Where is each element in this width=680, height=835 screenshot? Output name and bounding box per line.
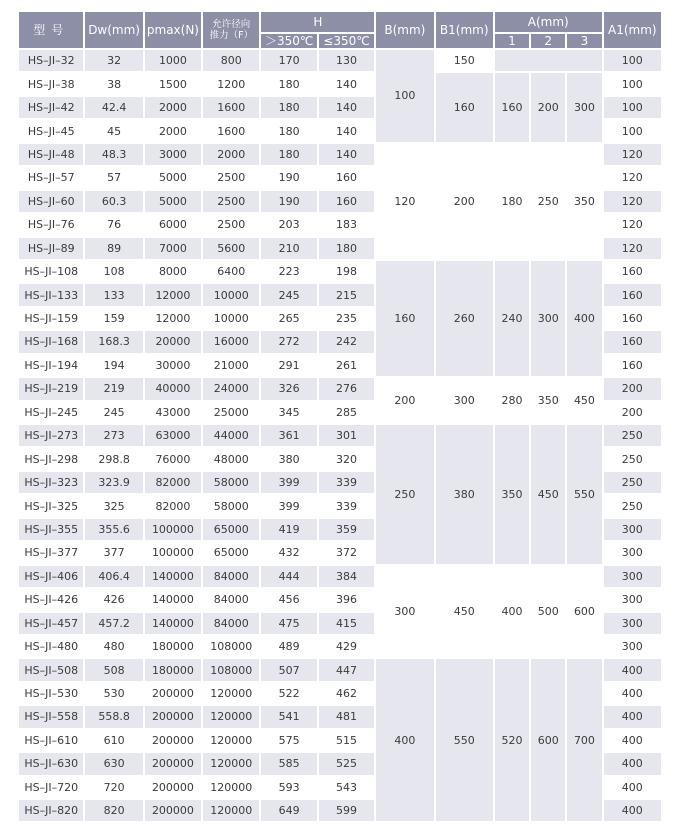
cell-radial: 120000 [203,706,259,727]
table-row [19,261,661,282]
cell-dw: 323.9 [85,472,142,493]
cell-radial: 1600 [203,97,259,118]
cell-radial: 120000 [203,730,259,751]
cell-b1: 550 [436,659,493,821]
cell-b1-first: 150 [436,50,493,71]
cell-a-2: 350 [531,378,565,423]
cell-h-gt: 475 [261,613,316,634]
cell-pmax: 82000 [145,472,201,493]
cell-h-le: 339 [319,472,374,493]
cell-h-le: 320 [319,448,374,469]
table-row [19,659,661,680]
cell-a-3: 400 [567,261,601,376]
cell-model: HS–JI–457 [19,613,83,634]
cell-radial: 65000 [203,519,259,540]
cell-radial: 84000 [203,613,259,634]
cell-radial: 108000 [203,636,259,657]
cell-pmax: 140000 [145,566,201,587]
cell-pmax: 40000 [145,378,201,399]
cell-pmax: 12000 [145,284,201,305]
cell-h-le: 543 [319,777,374,798]
cell-a1: 250 [604,425,661,446]
cell-radial: 5600 [203,238,259,259]
cell-radial: 1600 [203,120,259,141]
cell-h-gt: 223 [261,261,316,282]
cell-pmax: 63000 [145,425,201,446]
cell-pmax: 1500 [145,73,201,94]
cell-a1: 400 [604,777,661,798]
cell-dw: 48.3 [85,144,142,165]
cell-dw: 133 [85,284,142,305]
cell-dw: 57 [85,167,142,188]
cell-h-gt: 432 [261,542,316,563]
cell-radial: 2500 [203,214,259,235]
cell-a1: 100 [604,120,661,141]
cell-model: HS–JI–508 [19,659,83,680]
cell-model: HS–JI–406 [19,566,83,587]
cell-b: 300 [376,566,433,658]
cell-model: HS–JI–194 [19,355,83,376]
cell-pmax: 76000 [145,448,201,469]
cell-h-le: 140 [319,120,374,141]
cell-radial: 84000 [203,566,259,587]
cell-model: HS–JI–377 [19,542,83,563]
cell-b1: 450 [436,566,493,658]
cell-model: HS–JI–820 [19,800,83,821]
cell-a-3: 700 [567,659,601,821]
cell-a1: 300 [604,542,661,563]
cell-dw: 273 [85,425,142,446]
cell-dw: 168.3 [85,331,142,352]
cell-a-1: 280 [495,378,529,423]
cell-radial: 58000 [203,472,259,493]
cell-h-le: 339 [319,495,374,516]
cell-h-gt: 419 [261,519,316,540]
cell-a1: 400 [604,800,661,821]
cell-model: HS–JI–273 [19,425,83,446]
table-body [19,50,661,821]
cell-a1: 200 [604,378,661,399]
cell-model: HS–JI–325 [19,495,83,516]
cell-radial: 16000 [203,331,259,352]
cell-a1: 120 [604,214,661,235]
cell-h-gt: 522 [261,683,316,704]
cell-model: HS–JI–219 [19,378,83,399]
cell-model: HS–JI–245 [19,402,83,423]
cell-radial: 44000 [203,425,259,446]
cell-h-le: 140 [319,144,374,165]
cell-pmax: 1000 [145,50,201,71]
cell-radial: 48000 [203,448,259,469]
cell-a-1: 240 [495,261,529,376]
cell-h-gt: 190 [261,167,316,188]
cell-a1: 400 [604,730,661,751]
cell-pmax: 200000 [145,753,201,774]
cell-h-gt: 593 [261,777,316,798]
cell-radial: 800 [203,50,259,71]
cell-radial: 10000 [203,308,259,329]
cell-a1: 100 [604,50,661,71]
table-row [19,566,661,587]
cell-model: HS–JI–323 [19,472,83,493]
cell-h-gt: 180 [261,120,316,141]
cell-dw: 508 [85,659,142,680]
cell-dw: 194 [85,355,142,376]
cell-dw: 245 [85,402,142,423]
cell-model: HS–JI–298 [19,448,83,469]
cell-a-3: 300 [567,73,601,141]
cell-model: HS–JI–426 [19,589,83,610]
cell-dw: 42.4 [85,97,142,118]
cell-pmax: 8000 [145,261,201,282]
cell-model: HS–JI–610 [19,730,83,751]
cell-dw: 480 [85,636,142,657]
cell-h-le: 261 [319,355,374,376]
cell-b: 100 [376,50,433,142]
cell-pmax: 7000 [145,238,201,259]
cell-a-2: 500 [531,566,565,658]
cell-h-le: 415 [319,613,374,634]
header-pmax: pmax(N) [145,12,201,48]
cell-pmax: 140000 [145,613,201,634]
cell-a1: 120 [604,238,661,259]
cell-a1: 160 [604,284,661,305]
cell-dw: 820 [85,800,142,821]
cell-a-1: 520 [495,659,529,821]
cell-radial: 120000 [203,683,259,704]
cell-dw: 530 [85,683,142,704]
cell-model: HS–JI–45 [19,120,83,141]
cell-h-gt: 507 [261,659,316,680]
cell-a-2: 250 [531,144,565,259]
cell-dw: 377 [85,542,142,563]
cell-pmax: 12000 [145,308,201,329]
cell-a1: 200 [604,402,661,423]
cell-dw: 76 [85,214,142,235]
cell-radial: 84000 [203,589,259,610]
cell-h-le: 160 [319,191,374,212]
header-h-gt-350: ＞350℃ [261,34,316,48]
cell-pmax: 3000 [145,144,201,165]
header-a: A(mm) [495,12,602,32]
cell-radial: 10000 [203,284,259,305]
cell-pmax: 82000 [145,495,201,516]
cell-dw: 32 [85,50,142,71]
cell-h-gt: 203 [261,214,316,235]
cell-a-2: 200 [531,73,565,141]
cell-h-gt: 265 [261,308,316,329]
cell-model: HS–JI–159 [19,308,83,329]
header-a-2: 2 [531,34,565,48]
cell-dw: 159 [85,308,142,329]
cell-a1: 400 [604,659,661,680]
cell-h-gt: 170 [261,50,316,71]
cell-h-le: 242 [319,331,374,352]
cell-h-le: 160 [319,167,374,188]
cell-a1: 300 [604,636,661,657]
header-model: 型号 [19,12,83,48]
cell-h-le: 359 [319,519,374,540]
cell-a-2: 300 [531,261,565,376]
cell-a1: 100 [604,97,661,118]
cell-dw: 720 [85,777,142,798]
cell-dw: 355.6 [85,519,142,540]
table-row [19,73,661,94]
cell-h-le: 215 [319,284,374,305]
cell-model: HS–JI–480 [19,636,83,657]
cell-dw: 219 [85,378,142,399]
cell-b1: 200 [436,144,493,259]
cell-b: 160 [376,261,433,376]
cell-pmax: 2000 [145,97,201,118]
table-row [19,378,661,399]
cell-h-gt: 291 [261,355,316,376]
cell-h-gt: 210 [261,238,316,259]
cell-model: HS–JI–89 [19,238,83,259]
cell-radial: 2000 [203,144,259,165]
cell-radial: 58000 [203,495,259,516]
cell-h-le: 447 [319,659,374,680]
cell-model: HS–JI–168 [19,331,83,352]
cell-model: HS–JI–57 [19,167,83,188]
cell-a1: 400 [604,706,661,727]
header-radial-line2: 推力（F） [209,30,254,41]
cell-dw: 558.8 [85,706,142,727]
cell-pmax: 5000 [145,191,201,212]
cell-pmax: 100000 [145,542,201,563]
cell-radial: 65000 [203,542,259,563]
cell-model: HS–JI–76 [19,214,83,235]
cell-b1: 160 [436,73,493,141]
table-row [19,50,661,71]
cell-model: HS–JI–720 [19,777,83,798]
cell-model: HS–JI–48 [19,144,83,165]
cell-pmax: 100000 [145,519,201,540]
cell-dw: 298.8 [85,448,142,469]
cell-dw: 610 [85,730,142,751]
cell-h-gt: 190 [261,191,316,212]
cell-h-le: 183 [319,214,374,235]
cell-h-le: 481 [319,706,374,727]
cell-pmax: 43000 [145,402,201,423]
cell-model: HS–JI–60 [19,191,83,212]
cell-model: HS–JI–108 [19,261,83,282]
cell-a-3: 450 [567,378,601,423]
cell-h-le: 180 [319,238,374,259]
cell-h-le: 140 [319,97,374,118]
cell-h-gt: 345 [261,402,316,423]
cell-a1: 100 [604,73,661,94]
cell-a1: 160 [604,308,661,329]
cell-h-le: 429 [319,636,374,657]
cell-b: 250 [376,425,433,564]
cell-radial: 2500 [203,167,259,188]
cell-a1: 160 [604,261,661,282]
cell-h-gt: 575 [261,730,316,751]
cell-h-le: 198 [319,261,374,282]
cell-h-gt: 245 [261,284,316,305]
header-a1: A1(mm) [604,12,661,48]
cell-pmax: 180000 [145,659,201,680]
table-header [19,12,661,48]
cell-h-gt: 585 [261,753,316,774]
header-h: H [261,12,374,32]
cell-h-gt: 456 [261,589,316,610]
cell-h-gt: 326 [261,378,316,399]
cell-b: 200 [376,378,433,423]
header-b1: B1(mm) [436,12,493,48]
header-dw: Dw(mm) [85,12,142,48]
cell-a-2: 450 [531,425,565,564]
header-radial-line1: 允许径向 [212,19,251,30]
cell-dw: 325 [85,495,142,516]
cell-a1: 160 [604,331,661,352]
header-b: B(mm) [376,12,433,48]
cell-h-gt: 361 [261,425,316,446]
cell-a1: 400 [604,683,661,704]
cell-model: HS–JI–133 [19,284,83,305]
cell-pmax: 5000 [145,167,201,188]
cell-h-le: 285 [319,402,374,423]
cell-dw: 38 [85,73,142,94]
cell-model: HS–JI–355 [19,519,83,540]
cell-h-gt: 444 [261,566,316,587]
header-a-3: 3 [567,34,601,48]
cell-h-le: 235 [319,308,374,329]
cell-h-gt: 180 [261,97,316,118]
cell-pmax: 180000 [145,636,201,657]
cell-radial: 25000 [203,402,259,423]
cell-model: HS–JI–558 [19,706,83,727]
cell-radial: 120000 [203,753,259,774]
cell-h-gt: 541 [261,706,316,727]
cell-h-gt: 489 [261,636,316,657]
cell-a-1: 350 [495,425,529,564]
cell-b1: 260 [436,261,493,376]
header-h-le-350: ≤350℃ [319,34,374,48]
cell-radial: 120000 [203,800,259,821]
cell-a-1: 160 [495,73,529,141]
cell-h-gt: 272 [261,331,316,352]
cell-dw: 457.2 [85,613,142,634]
cell-b: 400 [376,659,433,821]
cell-h-gt: 399 [261,495,316,516]
cell-model: HS–JI–32 [19,50,83,71]
cell-a1: 400 [604,753,661,774]
cell-pmax: 20000 [145,331,201,352]
cell-h-le: 515 [319,730,374,751]
cell-h-le: 599 [319,800,374,821]
cell-pmax: 200000 [145,777,201,798]
cell-h-gt: 180 [261,144,316,165]
cell-h-le: 525 [319,753,374,774]
cell-radial: 2500 [203,191,259,212]
cell-h-gt: 380 [261,448,316,469]
spec-table [17,10,663,823]
cell-dw: 89 [85,238,142,259]
cell-pmax: 2000 [145,120,201,141]
cell-a1: 300 [604,589,661,610]
cell-a-2: 600 [531,659,565,821]
cell-a1: 160 [604,355,661,376]
cell-a1: 250 [604,495,661,516]
cell-a-3: 600 [567,566,601,658]
cell-model: HS–JI–530 [19,683,83,704]
cell-a-spacer [495,50,602,71]
cell-model: HS–JI–42 [19,97,83,118]
cell-a1: 300 [604,519,661,540]
table-row [19,425,661,446]
cell-h-le: 276 [319,378,374,399]
cell-a1: 250 [604,448,661,469]
cell-h-le: 140 [319,73,374,94]
cell-a-1: 180 [495,144,529,259]
cell-a-1: 400 [495,566,529,658]
cell-dw: 630 [85,753,142,774]
cell-pmax: 200000 [145,706,201,727]
cell-a-3: 350 [567,144,601,259]
cell-b: 120 [376,144,433,259]
cell-a1: 120 [604,144,661,165]
cell-a1: 300 [604,613,661,634]
cell-radial: 6400 [203,261,259,282]
cell-h-gt: 649 [261,800,316,821]
header-radial-thrust [203,12,259,48]
cell-h-le: 301 [319,425,374,446]
cell-dw: 45 [85,120,142,141]
cell-a1: 300 [604,566,661,587]
cell-radial: 21000 [203,355,259,376]
cell-h-le: 130 [319,50,374,71]
cell-dw: 108 [85,261,142,282]
cell-radial: 1200 [203,73,259,94]
cell-h-gt: 399 [261,472,316,493]
cell-pmax: 200000 [145,800,201,821]
cell-dw: 60.3 [85,191,142,212]
header-a-1: 1 [495,34,529,48]
cell-pmax: 200000 [145,730,201,751]
cell-a1: 250 [604,472,661,493]
cell-h-le: 372 [319,542,374,563]
cell-b1: 300 [436,378,493,423]
cell-radial: 24000 [203,378,259,399]
cell-a-3: 550 [567,425,601,564]
cell-h-gt: 180 [261,73,316,94]
cell-radial: 120000 [203,777,259,798]
cell-h-le: 462 [319,683,374,704]
cell-h-le: 384 [319,566,374,587]
cell-dw: 426 [85,589,142,610]
cell-h-le: 396 [319,589,374,610]
cell-pmax: 200000 [145,683,201,704]
cell-a1: 120 [604,191,661,212]
cell-b1: 380 [436,425,493,564]
table-row [19,144,661,165]
cell-dw: 406.4 [85,566,142,587]
cell-a1: 120 [604,167,661,188]
cell-pmax: 6000 [145,214,201,235]
cell-pmax: 140000 [145,589,201,610]
cell-model: HS–JI–38 [19,73,83,94]
cell-pmax: 30000 [145,355,201,376]
cell-radial: 108000 [203,659,259,680]
cell-model: HS–JI–630 [19,753,83,774]
